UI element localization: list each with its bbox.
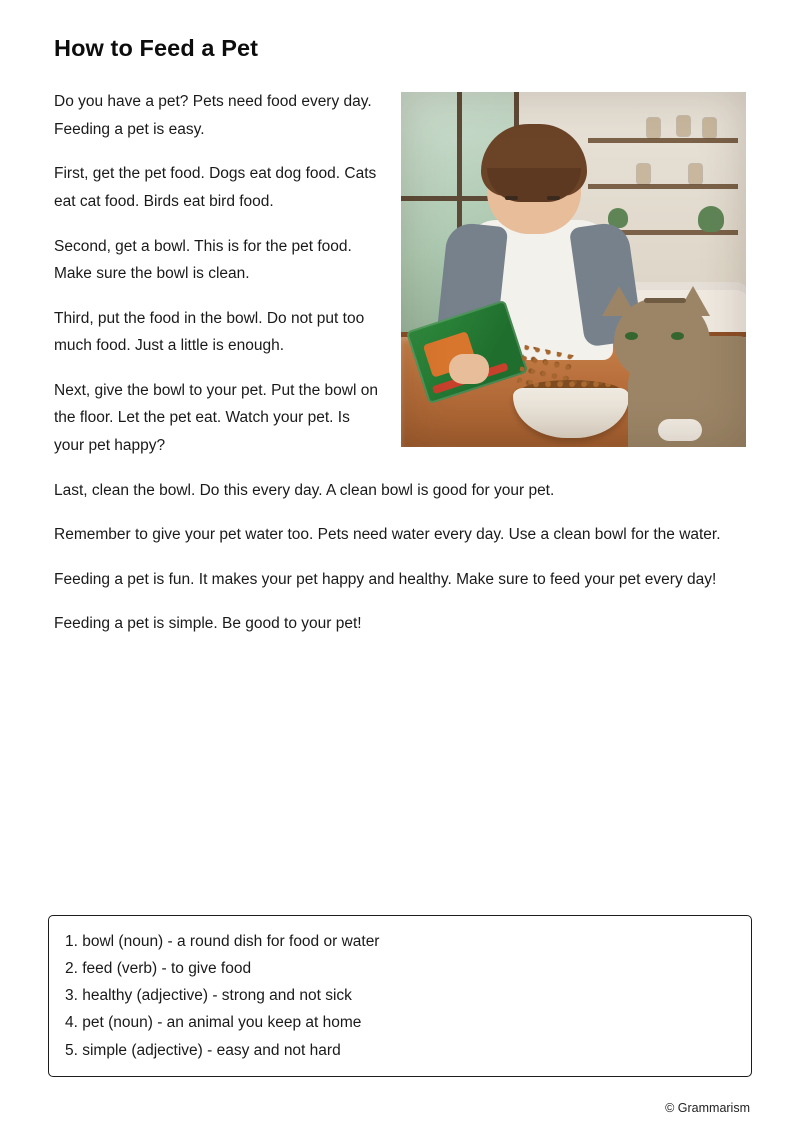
vocabulary-item: 5. simple (adjective) - easy and not hard <box>65 1041 341 1059</box>
vocabulary-item: 3. healthy (adjective) - strong and not sick <box>65 987 352 1005</box>
vocabulary-item: 2. feed (verb) - to give food <box>65 960 252 978</box>
paragraph: Next, give the bowl to your pet. Put the bowl on the floor. Let the pet eat. Watch your pet. Is your pet happy? <box>54 381 378 454</box>
paragraph: Feeding a pet is simple. Be good to your pet! <box>54 615 362 633</box>
paragraph: Remember to give your pet water too. Pets need water every day. Use a clean bowl for the water. <box>54 526 721 544</box>
paragraph: Third, put the food in the bowl. Do not put too much food. Just a little is enough. <box>54 309 365 355</box>
paragraph: Second, get a bowl. This is for the pet food. Make sure the bowl is clean. <box>54 237 352 283</box>
vocabulary-item: 4. pet (noun) - an animal you keep at home <box>65 1014 362 1032</box>
paragraph: First, get the pet food. Dogs eat dog food. Cats eat cat food. Birds eat bird food. <box>54 165 377 210</box>
page-title: How to Feed a Pet <box>54 35 259 61</box>
paragraph: Last, clean the bowl. Do this every day. A clean bowl is good for your pet. <box>54 481 555 499</box>
article-body <box>54 88 746 655</box>
image-vignette <box>401 92 746 447</box>
vocabulary-box <box>48 915 752 1077</box>
paragraph: Do you have a pet? Pets need food every day. Feeding a pet is easy. <box>54 93 372 138</box>
paragraph: Feeding a pet is fun. It makes your pet happy and healthy. Make sure to feed your pet every day! <box>54 570 717 588</box>
copyright-footer: © Grammarism <box>665 1101 750 1115</box>
vocabulary-item: 1. bowl (noun) - a round dish for food or water <box>65 933 380 950</box>
pet-feeding-illustration <box>401 92 746 447</box>
illustration-scene <box>401 92 746 447</box>
